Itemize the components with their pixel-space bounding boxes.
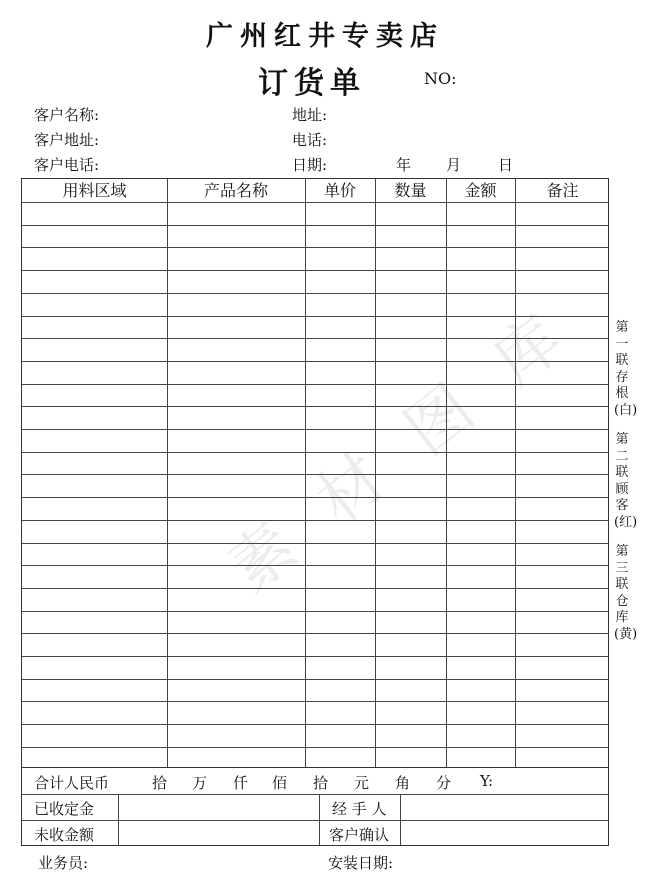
table-row-line	[22, 202, 608, 203]
customer-name-label: 客户名称:	[34, 106, 100, 124]
copy-note-2: 第二联顾客(红)	[614, 432, 638, 530]
unit-shi-2: 拾	[313, 774, 329, 792]
address-label: 地址:	[292, 106, 328, 124]
handler-label: 经 手 人	[332, 800, 387, 818]
customer-confirm-label: 客户确认	[329, 826, 390, 844]
table-column-line	[167, 179, 168, 767]
unit-fen: 分	[436, 774, 452, 792]
unit-wan: 万	[192, 774, 208, 792]
unit-shi: 拾	[152, 774, 168, 792]
col-header-product: 产品名称	[203, 181, 268, 200]
year-label: 年	[396, 156, 412, 174]
table-row-line	[22, 247, 608, 248]
total-rmb-label: 合计人民币	[34, 774, 110, 792]
table-row-line	[22, 747, 608, 748]
deposit-label: 已收定金	[34, 800, 95, 818]
col-header-area: 用料区域	[62, 181, 127, 200]
table-row-line	[22, 543, 608, 544]
table-row-line	[22, 316, 608, 317]
month-label: 月	[446, 156, 462, 174]
unit-bai: 佰	[272, 774, 288, 792]
day-label: 日	[498, 156, 514, 174]
table-row-line	[22, 724, 608, 725]
table-row-line	[22, 474, 608, 475]
table-row-line	[22, 452, 608, 453]
watermark: 素 材 图 库	[214, 293, 588, 608]
form-title: 订货单	[258, 66, 366, 101]
copy-note-3: 第三联仓库(黄)	[614, 544, 638, 642]
table-row-line	[22, 611, 608, 612]
table-row-line	[22, 701, 608, 702]
copy-note-1: 第一联存根(白)	[614, 320, 638, 418]
salesperson-label: 业务员:	[38, 854, 89, 872]
customer-address-label: 客户地址:	[34, 131, 100, 149]
customer-phone-label: 客户电话:	[34, 156, 100, 174]
summary-box	[21, 767, 609, 846]
table-row-line	[22, 429, 608, 430]
table-column-line	[305, 179, 306, 767]
table-column-line	[515, 179, 516, 767]
table-row-line	[22, 565, 608, 566]
table-row-line	[22, 497, 608, 498]
unpaid-label: 未收金额	[34, 826, 95, 844]
install-date-label: 安装日期:	[328, 854, 394, 872]
order-table	[21, 178, 609, 768]
phone-label: 电话:	[292, 131, 328, 149]
table-row-line	[22, 588, 608, 589]
unit-qian: 仟	[233, 774, 249, 792]
table-row-line	[22, 270, 608, 271]
table-row-line	[22, 225, 608, 226]
table-row-line	[22, 520, 608, 521]
table-row-line	[22, 293, 608, 294]
table-row-line	[22, 361, 608, 362]
col-header-price: 单价	[323, 181, 356, 200]
order-number-label: NO:	[424, 69, 457, 88]
date-label: 日期:	[292, 156, 328, 174]
table-column-line	[375, 179, 376, 767]
yen-label: Y:	[480, 772, 494, 790]
table-row-line	[22, 633, 608, 634]
table-column-line	[446, 179, 447, 767]
table-row-line	[22, 406, 608, 407]
col-header-qty: 数量	[394, 181, 427, 200]
table-row-line	[22, 384, 608, 385]
store-name: 广州红井专卖店	[206, 21, 444, 52]
unit-yuan: 元	[354, 774, 370, 792]
col-header-amount: 金额	[464, 181, 497, 200]
col-header-remark: 备注	[546, 181, 579, 200]
table-row-line	[22, 338, 608, 339]
table-row-line	[22, 656, 608, 657]
table-row-line	[22, 679, 608, 680]
unit-jiao: 角	[395, 774, 411, 792]
